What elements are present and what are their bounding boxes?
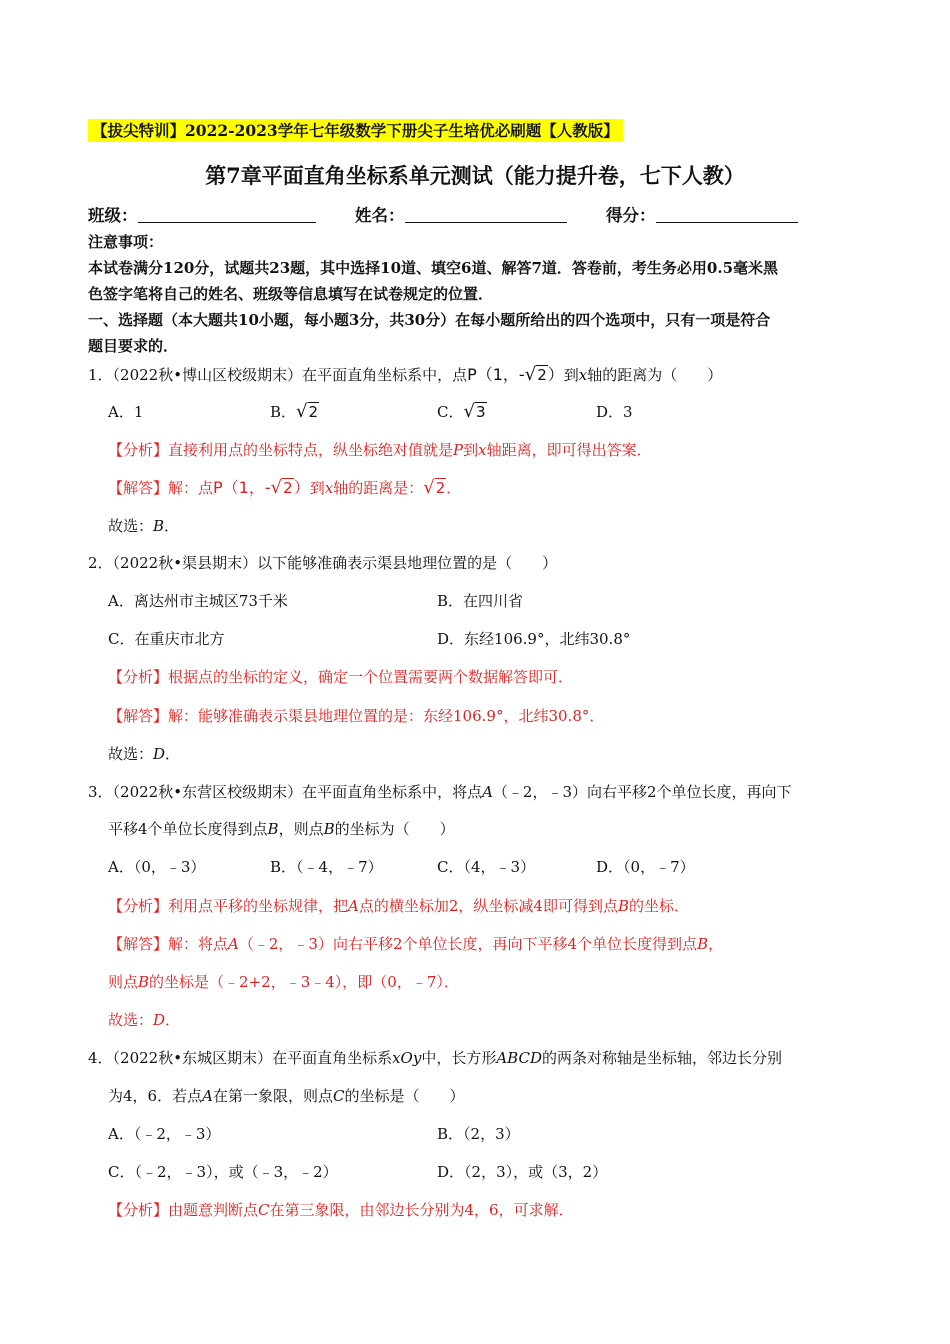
q1-option-b[interactable] [270, 401, 319, 423]
q4-analysis [108, 1199, 574, 1221]
q3-option-c[interactable]: C．（4，﹣3） [437, 858, 536, 876]
q1-analysis-c: 轴距离，即可得出答案． [486, 441, 652, 459]
q4-point-a: A [202, 1087, 213, 1105]
notes-line1: 本试卷满分120分，试题共23题，其中选择10道、填空6道、解答7道．答卷前，考生务必用0.5毫米黑 [88, 259, 779, 277]
q3-analysis-a: 利用点平移的坐标规律，把 [168, 897, 349, 915]
q3-option-a[interactable]: A．（0，﹣3） [108, 858, 206, 876]
q1-stem-text: 1．（2022秋•博山区校级期末）在平面直角坐标系中，点 [88, 366, 468, 384]
section-line1: 一、选择题（本大题共10小题，每小题3分，共30分）在每小题所给出的四个选项中，只有一项是符合 [88, 311, 771, 329]
q3-analysis-b: 点的横坐标加2，纵坐标减4即可得到点 [358, 897, 618, 915]
q3-answer1-a: 解：将点 [168, 935, 229, 953]
q3-answer1-c: ， [708, 935, 724, 953]
q3-choice-label: 故选： [108, 1011, 154, 1029]
q4-analysis-b: 在第三象限，由邻边长分别为4，6，可求解． [269, 1201, 574, 1219]
q2-stem: 2．（2022秋•渠县期末）以下能够准确表示渠县地理位置的是（ ） [88, 554, 558, 572]
q1-answer-tag: 【解答】 [108, 479, 169, 497]
q1-stem-c: 轴的距离为（ ） [587, 366, 723, 384]
q2-answer-text: 解：能够准确表示渠县地理位置的是：东经106.9°，北纬30.8°． [168, 707, 605, 725]
class-label: 班级： [88, 206, 138, 225]
q3-answer2-b: 的坐标是（﹣2+2，﹣3﹣4），即（0，﹣7）． [149, 973, 459, 991]
q2-analysis-text: 根据点的坐标的定义，确定一个位置需要两个数据解答即可． [168, 668, 574, 686]
q3-stem2-a: 平移4个单位长度得到点 [108, 820, 268, 838]
q1-analysis-tag: 【分析】 [108, 441, 169, 459]
q4-option-b[interactable]: B．（2，3） [437, 1125, 520, 1143]
q3-answer-point-b: B [697, 935, 709, 953]
q1-option-c-label: C． [437, 403, 464, 421]
score-blank[interactable] [656, 206, 798, 223]
q4-stem-line1 [88, 1047, 782, 1069]
q3-stem1-b: （﹣2，﹣3）向右平移2个单位长度，再向下 [492, 783, 792, 801]
q3-answer1-b: （﹣2，﹣3）向右平移2个单位长度，再向下平移4个单位长度得到点 [238, 935, 698, 953]
q3-point-b2: B [323, 820, 335, 838]
q4-stem2-c: 的坐标是（ ） [344, 1087, 465, 1105]
q4-analysis-tag: 【分析】 [108, 1201, 169, 1219]
q4-option-d[interactable]: D．（2，3），或（3，2） [437, 1163, 608, 1181]
q2-option-d[interactable]: D．东经106.9°，北纬30.8° [437, 630, 631, 648]
q2-choice-letter: D [153, 745, 166, 763]
q1-answer-c: 轴的距离是： [333, 479, 424, 497]
q3-stem2-c: 的坐标为（ ） [334, 820, 455, 838]
q3-choice [108, 1009, 180, 1031]
notes-line2: 色签字笔将自己的姓名、班级等信息填写在试卷规定的位置． [88, 285, 494, 303]
q3-stem-line2 [108, 818, 455, 840]
q3-analysis-point-a: A [348, 897, 359, 915]
q2-option-b[interactable]: B．在四川省 [437, 592, 524, 610]
q1-option-c-sqrt: √3 [463, 401, 486, 422]
q4-analysis-a: 由题意判断点 [168, 1201, 259, 1219]
q1-answer-sqrt: √2 [270, 477, 293, 498]
q1-answer-x: x [324, 479, 334, 497]
class-blank[interactable] [138, 206, 316, 223]
q4-option-a[interactable]: A．（﹣2，﹣3） [108, 1125, 221, 1143]
q1-answer-val: 2 [435, 479, 446, 497]
q1-answer-root: 2 [283, 479, 293, 497]
q3-stem-line1 [88, 781, 792, 803]
q1-answer-val-sqrt: √2 [423, 477, 446, 498]
q1-answer-a: 解：点 [168, 479, 214, 497]
q3-answer-line2 [108, 971, 459, 993]
banner [88, 120, 623, 142]
q1-minus: - [518, 365, 525, 384]
q3-answer2-point-b: B [138, 973, 150, 991]
q2-choice [108, 743, 180, 765]
q1-option-a[interactable]: A．1 [108, 403, 144, 421]
q3-answer-line1 [108, 933, 723, 955]
name-label: 姓名： [355, 206, 405, 225]
q3-point-a: A [482, 783, 493, 801]
q4-stem1-a: 4．（2022秋•东城区期末）在平面直角坐标系 [88, 1049, 393, 1067]
q1-option-b-sqrt: √2 [296, 401, 319, 422]
q1-option-b-label: B． [270, 403, 297, 421]
q1-option-d[interactable]: D．3 [596, 403, 633, 421]
q1-stem [88, 364, 722, 386]
q2-choice-label: 故选： [108, 745, 154, 763]
q3-choice-end: ． [165, 1011, 181, 1029]
q1-choice-end: ． [164, 517, 180, 535]
q1-analysis-b: 到 [463, 441, 479, 459]
q1-option-b-root: 2 [308, 403, 319, 421]
q1-analysis [108, 439, 652, 461]
notes-heading: 注意事项： [88, 233, 164, 251]
q1-option-c[interactable] [437, 401, 487, 423]
q3-choice-letter: D [153, 1011, 166, 1029]
info-line [88, 205, 798, 227]
q3-analysis-tag: 【分析】 [108, 897, 169, 915]
q3-analysis-point-b: B [617, 897, 629, 915]
q4-abcd: ABCD [496, 1049, 542, 1067]
q3-option-b[interactable]: B．（﹣4，﹣7） [270, 858, 383, 876]
q3-stem1-a: 3．（2022秋•东营区校级期末）在平面直角坐标系中，将点 [88, 783, 483, 801]
q4-stem1-c: 的两条对称轴是坐标轴，邻边长分别 [541, 1049, 782, 1067]
q2-answer [108, 705, 604, 727]
q4-stem2-a: 为4，6．若点 [108, 1087, 203, 1105]
q3-option-d[interactable]: D．（0，﹣7） [596, 858, 695, 876]
q1-point: P（1， [467, 365, 519, 384]
q4-stem-line2 [108, 1085, 464, 1107]
q2-option-c[interactable]: C．在重庆市北方 [108, 630, 225, 648]
q2-analysis [108, 666, 573, 688]
q1-answer-point: P（1， [213, 478, 265, 497]
q1-answer [108, 477, 461, 499]
q1-choice-letter: B [153, 517, 165, 535]
page-title: 第7章平面直角坐标系单元测试（能力提升卷，七下人教） [205, 163, 745, 188]
q3-analysis-c: 的坐标． [629, 897, 690, 915]
q3-answer-tag: 【解答】 [108, 935, 169, 953]
q3-answer-point-a: A [228, 935, 239, 953]
q2-answer-tag: 【解答】 [108, 707, 169, 725]
q1-x: x [578, 366, 588, 384]
q4-analysis-point-c: C [258, 1201, 270, 1219]
q4-stem1-b: 中，长方形 [421, 1049, 497, 1067]
q1-answer-b: 到 [309, 479, 325, 497]
q3-stem2-b: ，则点 [278, 820, 324, 838]
q1-answer-minus: - [264, 478, 271, 497]
q1-root: 2 [537, 366, 547, 384]
q1-analysis-p: P [453, 441, 464, 459]
q4-option-c[interactable]: C．（﹣2，﹣3），或（﹣3，﹣2） [108, 1163, 338, 1181]
q1-option-c-root: 3 [475, 403, 486, 421]
q1-analysis-a: 直接利用点的坐标特点，纵坐标绝对值就是 [168, 441, 454, 459]
q1-answer-end: ． [446, 479, 462, 497]
q1-sqrt: √2 [524, 364, 547, 385]
q1-choice [108, 515, 179, 537]
q2-option-a[interactable]: A．离达州市主城区73千米 [108, 592, 288, 610]
q1-stem-b: 到 [563, 366, 579, 384]
q2-analysis-tag: 【分析】 [108, 668, 169, 686]
q4-xoy: xOy [392, 1049, 422, 1067]
q1-choice-label: 故选： [108, 517, 154, 535]
q1-analysis-x: x [478, 441, 487, 459]
q4-point-c: C [332, 1087, 345, 1105]
q4-stem2-b: 在第一象限，则点 [212, 1087, 333, 1105]
q3-analysis [108, 895, 689, 917]
section-line2: 题目要求的． [88, 337, 179, 355]
q1-close: ） [547, 365, 564, 384]
q3-point-b: B [267, 820, 279, 838]
q2-choice-end: ． [165, 745, 181, 763]
name-blank[interactable] [405, 206, 567, 223]
q3-answer2-a: 则点 [108, 973, 139, 991]
q1-answer-close: ） [293, 478, 310, 497]
banner-text: 【拔尖特训】2022-2023学年七年级数学下册尖子生培优必刷题【人教版】 [88, 119, 623, 142]
score-label: 得分： [606, 206, 656, 225]
